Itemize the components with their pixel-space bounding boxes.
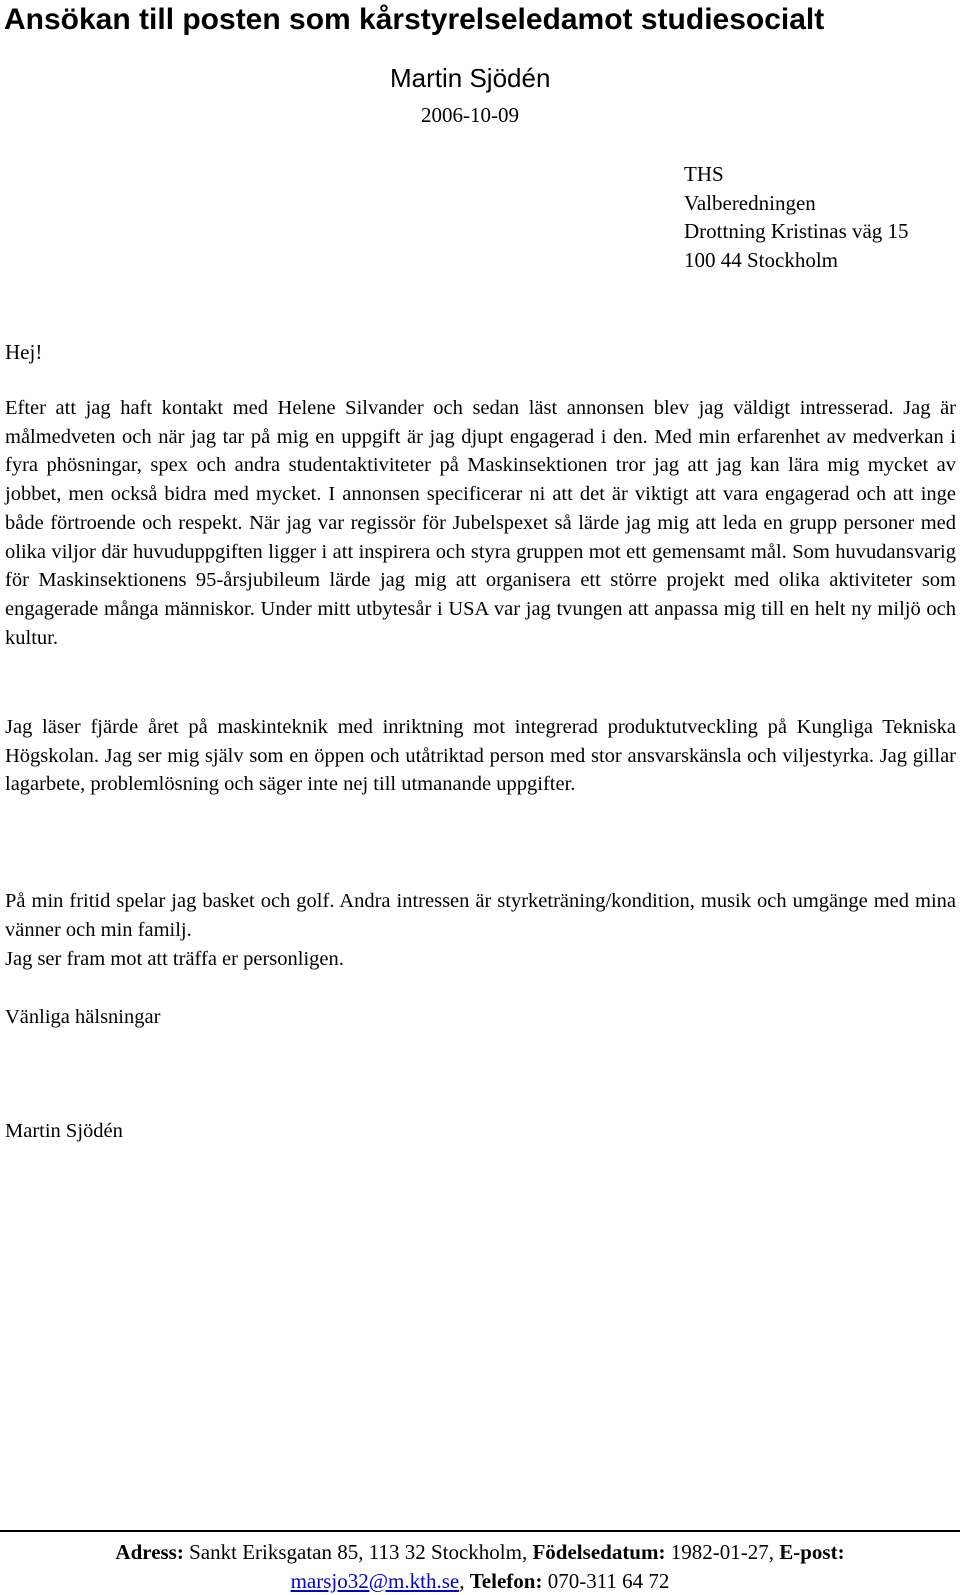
- body-paragraph: På min fritid spelar jag basket och golf. Andra intressen är styrketräning/kondition, musik och umgänge med mina vänner och min familj.: [5, 890, 956, 941]
- phone-label: Telefon:: [469, 1568, 543, 1593]
- greeting: Hej!: [5, 340, 43, 364]
- footer-divider: [0, 1530, 960, 1532]
- recipient-line: THS: [684, 162, 724, 186]
- closing: Vänliga hälsningar: [5, 1006, 161, 1028]
- recipient-line: Valberedningen: [684, 190, 816, 215]
- body-paragraph: Efter att jag haft kontakt med Helene Silvander och sedan läst annonsen blev jag väldigt intresserad. Jag är målmedveten och när jag tar på mig en uppgift är jag djupt engagerad i den. Med min erfarenhet av medverkan i fyra phösningar, spex och andra studentaktiviteter på Maskinsektionen tror jag att jag kan lära mig mycket av jobbet, men också bidra med mycket. I annonsen specificerar ni att det är viktigt att vara engagerad och att inge både förtroende och respekt. När jag var regissör för Jubelspexet så lärde jag mig att leda en grupp personer med olika viljor där huvuduppgiften ligger i att inspirera och styra gruppen mot ett gemensamt mål. Som huvudansvarig för Maskinsektionens 95-årsjubileum lärde jag mig att organisera ett större projekt med olika aktiviteter som engagerade många människor. Under mitt utbytesår i USA var jag tvungen att anpassa mig till en helt ny miljö och kultur.: [5, 397, 956, 649]
- birthdate-label: Födelsedatum:: [532, 1540, 666, 1564]
- document-title: Ansökan till posten som kårstyrelseledamot studiesocialt: [4, 3, 825, 36]
- contact-footer: [0, 1538, 960, 1595]
- phone-value: 070-311 64 72: [542, 1568, 670, 1593]
- recipient-line: 100 44 Stockholm: [684, 247, 839, 272]
- recipient-address: [684, 160, 909, 274]
- footer-separator: ,: [459, 1568, 470, 1593]
- letter-date: 2006-10-09: [421, 103, 519, 127]
- body-paragraph: Jag ser fram mot att träffa er personligen.: [5, 948, 344, 970]
- email-link[interactable]: marsjo32@m.kth.se: [290, 1568, 460, 1593]
- address-value: Sankt Eriksgatan 85, 113 32 Stockholm,: [183, 1540, 533, 1564]
- birthdate-value: 1982-01-27,: [665, 1540, 780, 1564]
- address-label: Adress:: [115, 1540, 184, 1564]
- email-label: E-post:: [779, 1540, 845, 1564]
- signature: Martin Sjödén: [5, 1120, 123, 1142]
- author-name: Martin Sjödén: [390, 63, 551, 93]
- recipient-line: Drottning Kristinas väg 15: [684, 219, 909, 243]
- body-paragraph: Jag läser fjärde året på maskinteknik med inriktning mot integrerad produktutveckling på Kungliga Tekniska Högskolan. Jag ser mig själv som en öppen och utåtriktad person med stor ansvarskänsla och viljestyrka. Jag gillar lagarbete, problemlösning och säger inte nej till utmanande uppgifter.: [5, 716, 956, 796]
